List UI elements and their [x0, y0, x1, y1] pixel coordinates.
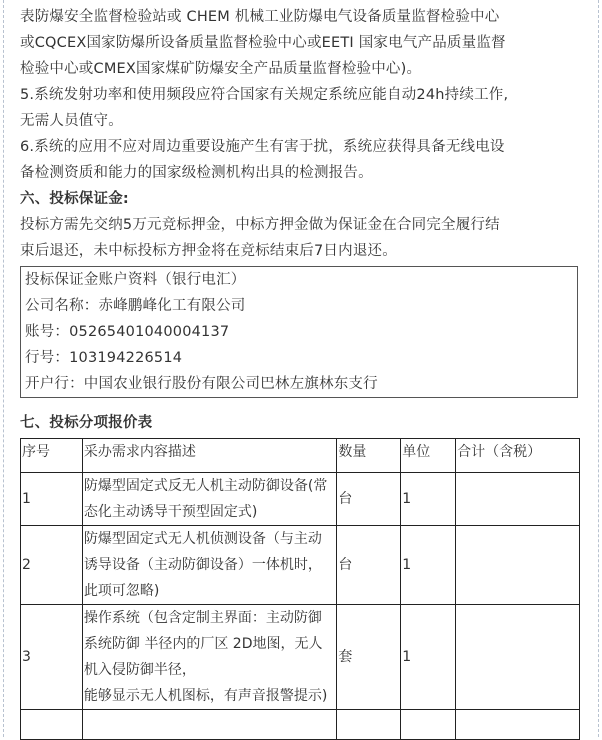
- cell-qty: 台: [337, 473, 401, 526]
- bank-code: 行号：103194226514: [25, 350, 183, 366]
- cell-no: 1: [21, 473, 83, 526]
- cell-desc: 操作系统（包含定制主界面：主动防御系统防御 半径内的厂区 2D地图，无人机入侵防御半径， 能够显示无人机图标，有声音报警提示): [82, 605, 336, 710]
- cell-qty: 套: [337, 605, 401, 710]
- bank-account-box: [20, 266, 578, 398]
- account-number: 账号：05265401040004137: [25, 324, 230, 340]
- table-header-row: [21, 439, 580, 473]
- paragraph: 检验中心或CMEX国家煤矿防爆安全产品质量监督检验中心)。: [20, 61, 422, 77]
- paragraph: 备检测资质和能力的国家级检测机构出具的检测报告。: [20, 165, 373, 181]
- cell-qty: 台: [337, 526, 401, 605]
- paragraph: 无需人员值守。: [20, 113, 123, 129]
- table-row: [21, 605, 580, 710]
- paragraph: 6.系统的应用不应对周边重要设施产生有害于扰，系统应获得具备无线电设: [20, 139, 505, 155]
- section-6-heading: 六、投标保证金:: [20, 191, 129, 207]
- paragraph: 束后退还，未中标投标方押金将在竞标结束后7日内退还。: [20, 243, 397, 259]
- cell-total: [456, 526, 580, 605]
- cell-desc: 防爆型固定式无人机侦测设备（与主动诱导设备（主动防御设备）一体机时，此项可忽略): [82, 526, 336, 605]
- paragraph: 或CQCEX国家防爆所设备质量监督检验中心或EETI 国家电气产品质量监督: [20, 35, 506, 51]
- quote-table: [20, 438, 580, 740]
- cell-total: [456, 605, 580, 710]
- cell-unit: 1: [401, 526, 456, 605]
- paragraph: 表防爆安全监督检验站或 CHEM 机械工业防爆电气设备质量监督检验中心: [20, 9, 500, 25]
- left-dashed-border: [3, 0, 4, 737]
- bank-branch: 开户行：中国农业银行股份有限公司巴林左旗林东支行: [25, 376, 378, 392]
- account-title: 投标保证金账户资料（银行电汇）: [25, 272, 246, 288]
- cell-no: 3: [21, 605, 83, 710]
- article-content: [20, 4, 582, 740]
- cell-unit: [401, 710, 456, 740]
- cell-unit: 1: [401, 605, 456, 710]
- cell-qty: [337, 710, 401, 740]
- table-row: [21, 710, 580, 740]
- cell-total: [456, 473, 580, 526]
- column-header: 单位: [401, 439, 456, 473]
- cell-desc: 防爆型固定式反无人机主动防御设备(常态化主动诱导干预型固定式): [82, 473, 336, 526]
- cell-no: 2: [21, 526, 83, 605]
- company-name: 公司名称：赤峰鹏峰化工有限公司: [25, 298, 246, 314]
- paragraph: 投标方需先交纳5万元竞标押金，中标方押金做为保证金在合同完全履行结: [20, 217, 500, 233]
- column-header: 数量: [337, 439, 401, 473]
- cell-no: [21, 710, 83, 740]
- column-header: 采办需求内容描述: [82, 439, 336, 473]
- column-header: 合计（含税）: [456, 439, 580, 473]
- table-row: [21, 473, 580, 526]
- column-header: 序号: [21, 439, 83, 473]
- cell-total: [456, 710, 580, 740]
- paragraph: 5.系统发射功率和使用频段应符合国家有关规定系统应能自动24h持续工作,: [20, 87, 509, 103]
- cell-desc: [82, 710, 336, 740]
- cell-unit: 1: [401, 473, 456, 526]
- section-7-heading: 七、投标分项报价表: [20, 415, 153, 431]
- right-dashed-border: [598, 0, 599, 737]
- table-row: [21, 526, 580, 605]
